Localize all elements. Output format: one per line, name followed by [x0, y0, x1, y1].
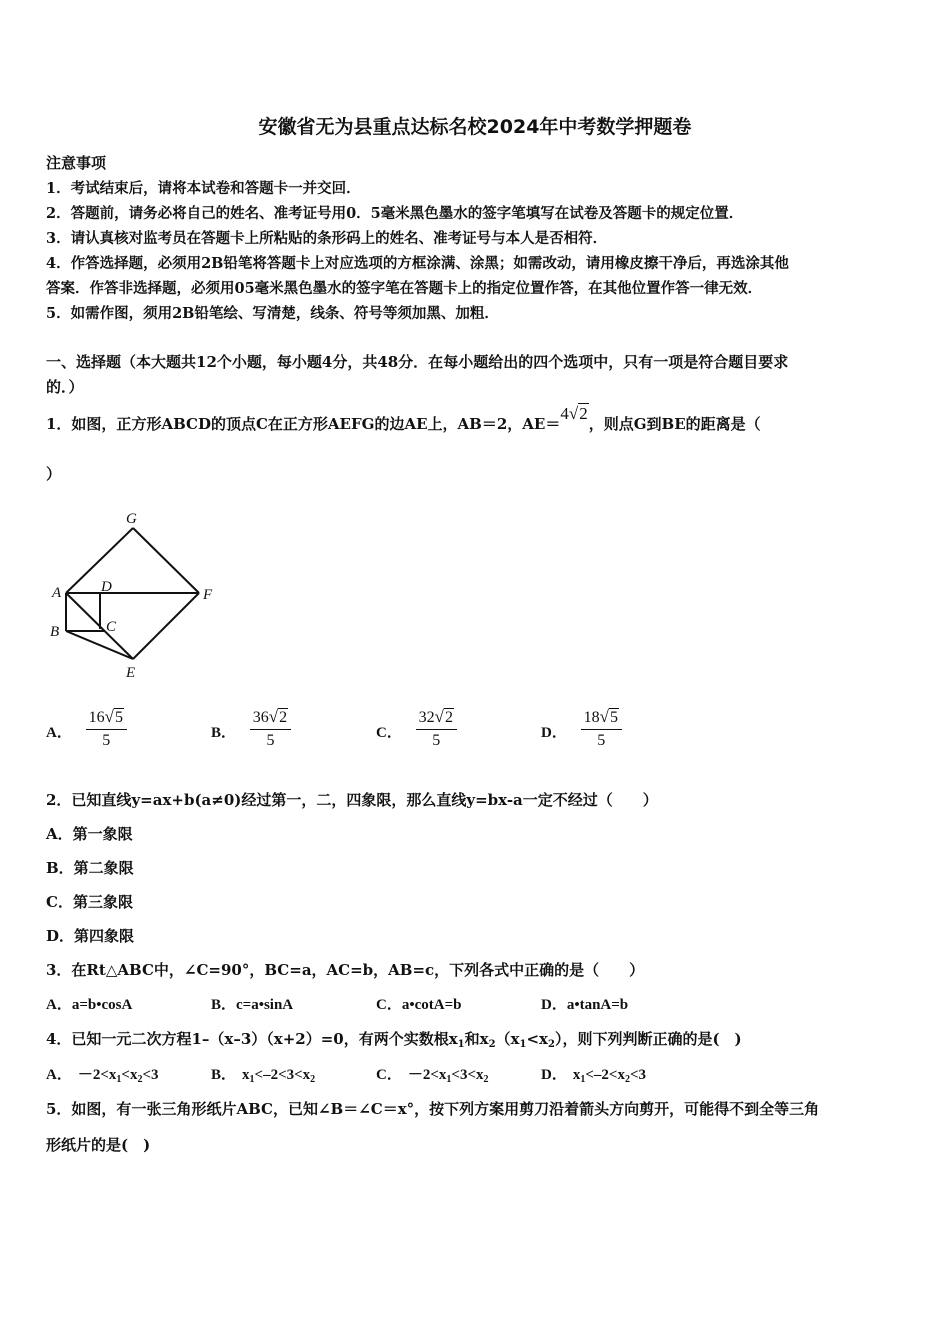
expr-sub: 2 [310, 1074, 316, 1085]
q3-option-c[interactable]: C．a•cotA=b [376, 997, 462, 1013]
notice-item: 5．如需作图，须用2B铅笔绘、写清楚，线条、符号等须加黑、加粗． [46, 305, 499, 322]
q1-option-b[interactable] [211, 706, 291, 752]
q4-sub: 1 [457, 1039, 465, 1050]
question-4 [46, 1028, 742, 1050]
option-label: C． [376, 725, 402, 741]
q4-option-c[interactable] [376, 1063, 489, 1085]
q1-figure [40, 505, 230, 685]
q4-option-d[interactable] [541, 1063, 646, 1085]
edge-be [66, 631, 133, 659]
expr: <3 [142, 1067, 159, 1083]
frac-coef: 32 [418, 709, 435, 726]
frac-rad: 5 [609, 709, 618, 726]
label-g: G [126, 511, 137, 527]
label-a: A [52, 585, 62, 601]
frac-rad: 5 [114, 709, 123, 726]
expr: <3<x [451, 1067, 484, 1083]
question-5-cont: 形纸片的是( ) [46, 1136, 151, 1154]
edge-ag [66, 528, 133, 593]
expr: <–2<x [585, 1067, 625, 1083]
expr-sub: 1 [446, 1074, 452, 1085]
option-label: A． [46, 1067, 72, 1083]
expr: －2<x [77, 1067, 117, 1083]
edge-fe [133, 593, 199, 659]
expr: －2<x [407, 1067, 447, 1083]
notice-item: 1．考试结束后，请将本试卷和答题卡一并交回． [46, 180, 361, 197]
option-label: C． [376, 1067, 402, 1083]
q4-option-b[interactable] [211, 1063, 315, 1085]
q4-text: <x [526, 1030, 548, 1048]
q4-sub: 1 [519, 1039, 527, 1050]
q3-option-b[interactable]: B．c=a•sinA [211, 997, 294, 1013]
frac-den: 5 [597, 732, 606, 749]
expr-sub: 2 [624, 1074, 630, 1085]
q4-text: ），则下列判断正确的是( ) [554, 1030, 742, 1048]
q4-text: 4．已知一元二次方程1–（x–3）（x+2）=0，有两个实数根x [46, 1030, 458, 1048]
ae-coef: 4 [560, 404, 569, 423]
q2-option-c[interactable]: C．第三象限 [46, 893, 133, 911]
q1-option-d[interactable] [541, 706, 622, 752]
section-heading: 一、选择题（本大题共12个小题，每小题4分，共48分．在每小题给出的四个选项中，只有一项是符合题目要求 [46, 353, 789, 371]
q4-sub: 2 [547, 1039, 555, 1050]
question-3: 3．在Rt△ABC中，∠C=90°，BC=a，AC=b，AB=c，下列各式中正确的是（ ） [46, 961, 645, 979]
question-5: 5．如图，有一张三角形纸片ABC，已知∠B＝∠C＝x°，按下列方案用剪刀沿着箭头方向剪开，可能得不到全等三角 [46, 1100, 820, 1118]
expr-sub: 1 [249, 1074, 255, 1085]
expr-sub: 2 [483, 1074, 489, 1085]
notice-item: 4．作答选择题，必须用2B铅笔将答题卡上对应选项的方框涂满、涂黑；如需改动，请用橡皮擦干净后，再选涂其他 [46, 255, 789, 272]
question-1 [46, 404, 761, 434]
frac-coef: 36 [252, 709, 269, 726]
q3-option-a[interactable]: A．a=b•cosA [46, 997, 133, 1013]
label-b: B [50, 624, 60, 640]
notice-heading: 注意事项 [46, 154, 107, 172]
option-fraction: $\frac{16√5}{5}$ [86, 706, 127, 752]
frac-rad: 2 [444, 709, 453, 726]
option-fraction: $\frac{32√2}{5}$ [416, 706, 457, 752]
expr: <3 [629, 1067, 647, 1083]
option-label: B． [211, 725, 237, 741]
ae-value: 4√2 [560, 404, 588, 423]
q2-option-a[interactable]: A．第一象限 [46, 825, 133, 843]
q4-option-a[interactable] [46, 1063, 159, 1085]
frac-den: 5 [432, 732, 441, 749]
edge-gf [133, 528, 199, 593]
frac-den: 5 [266, 732, 275, 749]
label-c: C [106, 619, 117, 635]
frac-coef: 16 [88, 709, 105, 726]
expr: <–2<3<x [254, 1067, 311, 1083]
expr: <x [121, 1067, 138, 1083]
page-title: 安徽省无为县重点达标名校2024年中考数学押题卷 [258, 116, 692, 138]
q1-text-b: ，则点G到BE的距离是（ [588, 415, 761, 433]
expr-sub: 1 [116, 1074, 122, 1085]
frac-den: 5 [102, 732, 111, 749]
q4-text: （x [495, 1030, 520, 1048]
q2-option-d[interactable]: D．第四象限 [46, 927, 135, 945]
frac-rad: 2 [279, 709, 288, 726]
q1-option-c[interactable] [376, 706, 457, 752]
notice-item: 3．请认真核对监考员在答题卡上所粘贴的条形码上的姓名、准考证号与本人是否相符． [46, 230, 608, 247]
option-fraction: $\frac{18√5}{5}$ [581, 706, 622, 752]
label-d: D [101, 579, 112, 595]
option-fraction: $\frac{36√2}{5}$ [250, 706, 291, 752]
q1-text: 1．如图，正方形ABCD的顶点C在正方形AEFG的边AE上，AB＝2，AE＝ [46, 415, 561, 433]
label-e: E [126, 665, 136, 681]
question-2: 2．已知直线y=ax+b(a≠0)经过第一，二，四象限，那么直线y=bx-a一定不经过（ ） [46, 791, 658, 809]
q4-text: 和x [464, 1030, 489, 1048]
q2-option-b[interactable]: B．第二象限 [46, 859, 134, 877]
notice-item: 答案．作答非选择题，必须用05毫米黑色墨水的签字笔在答题卡上的指定位置作答，在其他位置作答一律无效． [46, 280, 763, 297]
q1-close-paren: ） [46, 465, 62, 483]
section-heading-cont: 的．） [46, 378, 84, 396]
label-f: F [203, 587, 213, 603]
q3-option-d[interactable]: D．a•tanA=b [541, 997, 629, 1013]
option-label: A． [46, 725, 72, 741]
q1-option-a[interactable] [46, 706, 127, 752]
expr: x [242, 1067, 250, 1083]
option-label: B． [211, 1067, 237, 1083]
ae-rad: 2 [579, 404, 588, 423]
option-label: D． [541, 725, 567, 741]
expr-sub: 2 [137, 1074, 143, 1085]
q4-sub: 2 [488, 1039, 496, 1050]
notice-item: 2．答题前，请务必将自己的姓名、准考证号用0．5毫米黑色墨水的签字笔填写在试卷及答题卡的规定位置． [46, 205, 744, 222]
frac-coef: 18 [583, 709, 600, 726]
expr: x [572, 1067, 581, 1083]
expr-sub: 1 [580, 1074, 586, 1085]
option-label: D． [541, 1067, 567, 1083]
